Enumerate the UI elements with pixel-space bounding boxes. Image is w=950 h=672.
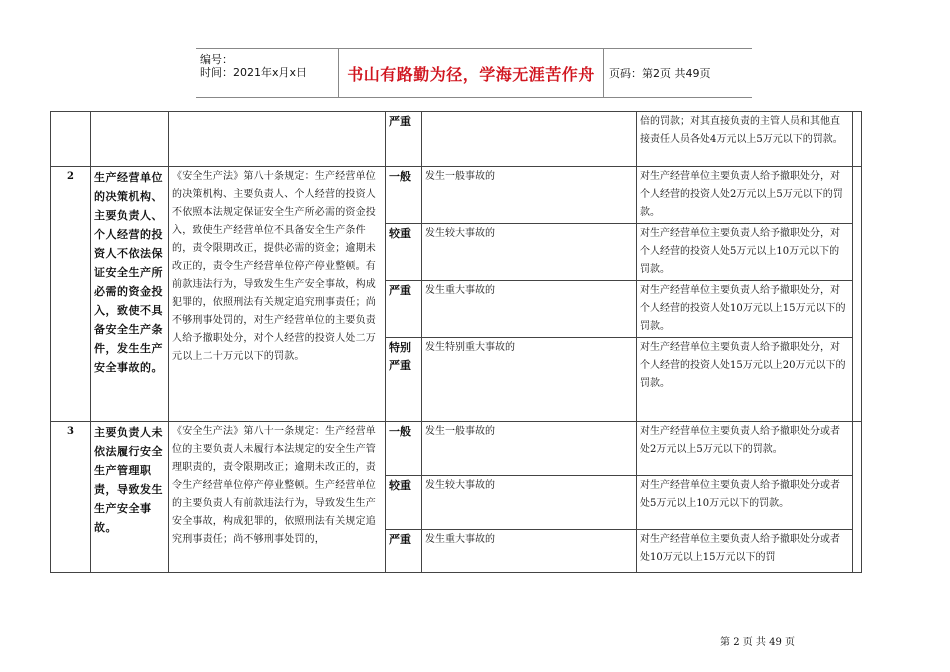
violation-title: 主要负责人未依法履行安全生产管理职责，导致发生生产安全事故。 bbox=[91, 422, 169, 573]
penalty: 对生产经营单位主要负责人给予撤职处分或者处10万元以上15万元以下的罚 bbox=[637, 530, 853, 573]
situation: 发生一般事故的 bbox=[422, 422, 637, 476]
blank-cell bbox=[853, 112, 862, 167]
table-row bbox=[51, 112, 862, 167]
row-number: 2 bbox=[51, 167, 91, 422]
table-row bbox=[51, 167, 862, 224]
severity-level: 较重 bbox=[386, 224, 422, 281]
situation: 发生重大事故的 bbox=[422, 530, 637, 573]
situation bbox=[422, 112, 637, 167]
situation: 发生较大事故的 bbox=[422, 476, 637, 530]
penalty: 对生产经营单位主要负责人给予撤职处分，对个人经营的投资人处10万元以上15万元以下的罚款。 bbox=[637, 281, 853, 338]
header-page-number: 页码：第2页 共49页 bbox=[609, 67, 711, 80]
blank-cell bbox=[853, 167, 862, 422]
legal-basis bbox=[169, 112, 386, 167]
header-motto: 书山有路勤为径，学海无涯苦作舟 bbox=[347, 64, 595, 84]
header-date: 时间：2021年x月x日 bbox=[200, 66, 308, 79]
header-number: 编号： bbox=[200, 53, 233, 66]
severity-level: 较重 bbox=[386, 476, 422, 530]
situation: 发生特别重大事故的 bbox=[422, 338, 637, 422]
violation-title bbox=[91, 112, 169, 167]
situation: 发生一般事故的 bbox=[422, 167, 637, 224]
situation: 发生重大事故的 bbox=[422, 281, 637, 338]
table-row bbox=[51, 422, 862, 476]
penalty: 对生产经营单位主要负责人给予撤职处分，对个人经营的投资人处2万元以上5万元以下的罚款。 bbox=[637, 167, 853, 224]
header-page-cell bbox=[603, 49, 751, 97]
penalty: 对生产经营单位主要负责人给予撤职处分，对个人经营的投资人处15万元以上20万元以下的罚款。 bbox=[637, 338, 853, 422]
blank-cell bbox=[853, 422, 862, 573]
header-meta bbox=[196, 49, 338, 97]
severity-level: 一般 bbox=[386, 422, 422, 476]
row-number: 3 bbox=[51, 422, 91, 573]
severity-level: 严重 bbox=[386, 112, 422, 167]
severity-level: 严重 bbox=[386, 281, 422, 338]
legal-basis: 《安全生产法》第八十一条规定：生产经营单位的主要负责人未履行本法规定的安全生产管理职责的，责令限期改正；逾期未改正的，责令生产经营单位停产停业整顿。生产经营单位的主要负责人有前款违法行为，导致发生生产安全事故，构成犯罪的，依照刑法有关规定追究刑事责任；尚不够刑事处罚的， bbox=[169, 422, 386, 573]
penalty: 对生产经营单位主要负责人给予撤职处分或者处2万元以上5万元以下的罚款。 bbox=[637, 422, 853, 476]
row-number bbox=[51, 112, 91, 167]
violation-title: 生产经营单位的决策机构、主要负责人、个人经营的投资人不依法保证安全生产所必需的资金投入，致使不具备安全生产条件，发生生产安全事故的。 bbox=[91, 167, 169, 422]
severity-level: 特别严重 bbox=[386, 338, 422, 422]
penalty-table bbox=[50, 111, 862, 573]
penalty: 对生产经营单位主要负责人给予撤职处分或者处5万元以上10万元以下的罚款。 bbox=[637, 476, 853, 530]
header-motto-cell bbox=[338, 49, 604, 97]
page-header bbox=[196, 48, 752, 98]
situation: 发生较大事故的 bbox=[422, 224, 637, 281]
severity-level: 严重 bbox=[386, 530, 422, 573]
page-footer: 第 2 页 共 49 页 bbox=[720, 637, 795, 648]
penalty: 对生产经营单位主要负责人给予撤职处分，对个人经营的投资人处5万元以上10万元以下的罚款。 bbox=[637, 224, 853, 281]
penalty: 倍的罚款；对其直接负责的主管人员和其他直接责任人员各处4万元以上5万元以下的罚款。 bbox=[637, 112, 853, 167]
legal-basis: 《安全生产法》第八十条规定：生产经营单位的决策机构、主要负责人、个人经营的投资人不依照本法规定保证安全生产所必需的资金投入，致使生产经营单位不具备安全生产条件的，责令限期改正，提供必需的资金；逾期未改正的，责令生产经营单位停产停业整顿。有前款违法行为，导致发生生产安全事故，构成犯罪的，依照刑法有关规定追究刑事责任；尚不够刑事处罚的，对生产经营单位的主要负责人给予撤职处分，对个人经营的投资人处二万元以上二十万元以下的罚款。 bbox=[169, 167, 386, 422]
severity-level: 一般 bbox=[386, 167, 422, 224]
